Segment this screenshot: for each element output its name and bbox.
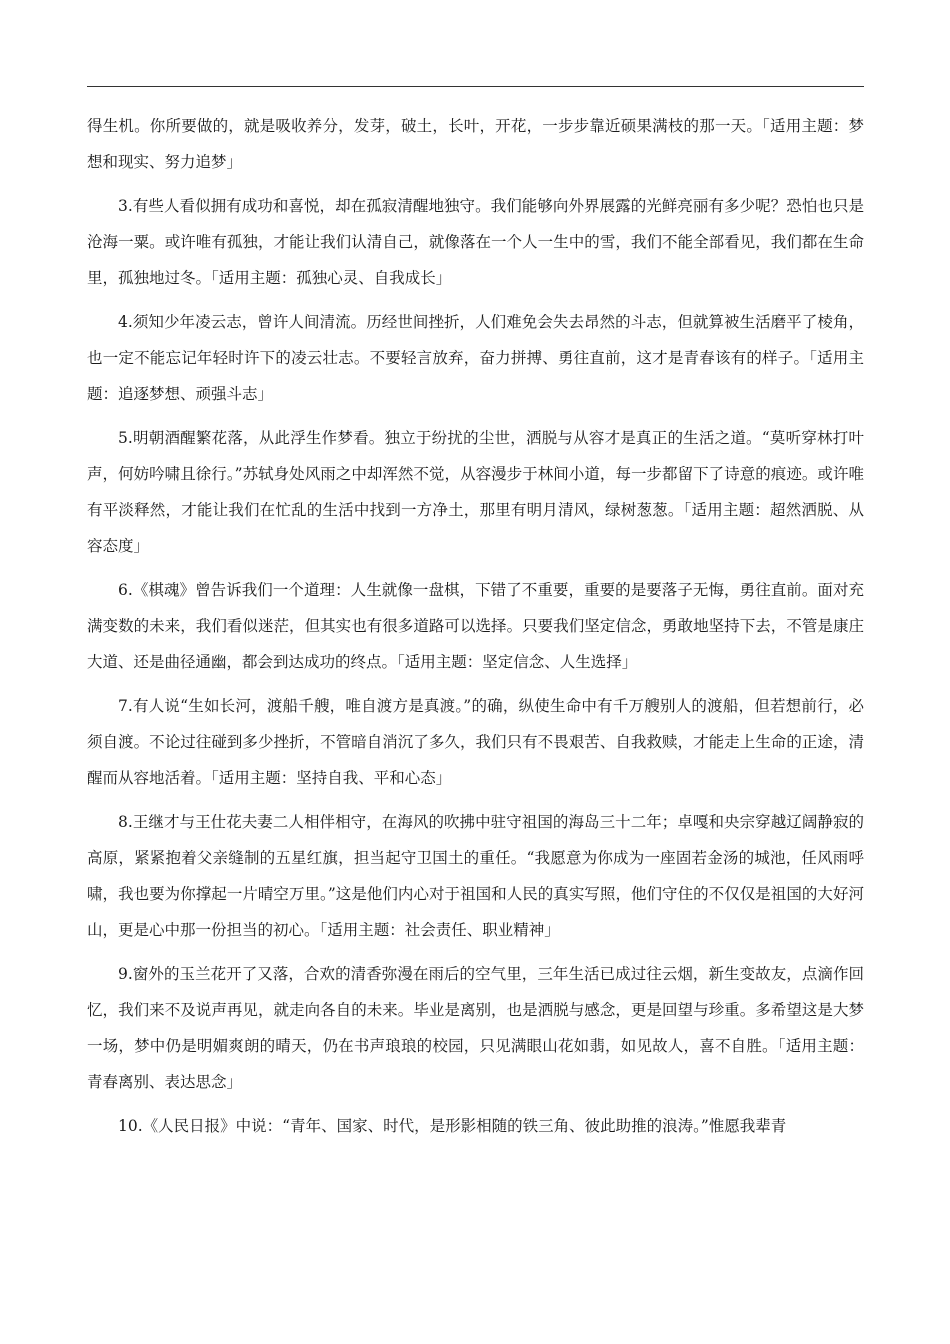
paragraph: 得生机。你所要做的，就是吸收养分，发芽，破土，长叶，开花，一步步靠近硕果满枝的那一天。「适用主题：梦想和现实、努力追梦」: [87, 117, 864, 171]
paragraph: 5.明朝酒醒繁花落，从此浮生作梦看。独立于纷扰的尘世，洒脱与从容才是真正的生活之道。“莫听穿林打叶声，何妨吟啸且徐行。”苏轼身处风雨之中却浑然不觉，从容漫步于林间小道，每一步都留下了诗意的痕迹。或许唯有平淡释然，才能让我们在忙乱的生活中找到一方净土，那里有明月清风，绿树葱葱。「适用主题：超然洒脱、从容态度」: [87, 429, 864, 555]
paragraph: 4.须知少年凌云志，曾许人间清流。历经世间挫折，人们难免会失去昂然的斗志，但就算被生活磨平了棱角，也一定不能忘记年轻时许下的凌云壮志。不要轻言放弃，奋力拼搏、勇往直前，这才是青春该有的样子。「适用主题：追逐梦想、顽强斗志」: [87, 313, 864, 403]
paragraph: 7.有人说“生如长河，渡船千艘，唯自渡方是真渡。”的确，纵使生命中有千万艘别人的渡船，但若想前行，必须自渡。不论过往碰到多少挫折，不管暗自消沉了多久，我们只有不畏艰苦、自我救赎，才能走上生命的正途，清醒而从容地活着。「适用主题：坚持自我、平和心态」: [87, 697, 864, 787]
paragraph: 6.《棋魂》曾告诉我们一个道理：人生就像一盘棋，下错了不重要，重要的是要落子无悔，勇往直前。面对充满变数的未来，我们看似迷茫，但其实也有很多道路可以选择。只要我们坚定信念，勇敢地坚持下去，不管是康庄大道、还是曲径通幽，都会到达成功的终点。「适用主题：坚定信念、人生选择」: [87, 581, 864, 671]
paragraph: 8.王继才与王仕花夫妻二人相伴相守，在海风的吹拂中驻守祖国的海岛三十二年；卓嘎和央宗穿越辽阔静寂的高原，紧紧抱着父亲缝制的五星红旗，担当起守卫国土的重任。“我愿意为你成为一座固若金汤的城池，任风雨呼啸，我也要为你撑起一片晴空万里。”这是他们内心对于祖国和人民的真实写照，他们守住的不仅仅是祖国的大好河山，更是心中那一份担当的初心。「适用主题：社会责任、职业精神」: [87, 813, 864, 939]
header-rule: [87, 86, 864, 87]
paragraph: 3.有些人看似拥有成功和喜悦，却在孤寂清醒地独守。我们能够向外界展露的光鲜亮丽有多少呢？恐怕也只是沧海一粟。或许唯有孤独，才能让我们认清自己，就像落在一个人一生中的雪，我们不能全部看见，我们都在生命里，孤独地过冬。「适用主题：孤独心灵、自我成长」: [87, 197, 864, 287]
paragraph: 9.窗外的玉兰花开了又落，合欢的清香弥漫在雨后的空气里，三年生活已成过往云烟，新生变故友，点滴作回忆，我们来不及说声再见，就走向各自的未来。毕业是离别，也是洒脱与感念，更是回望与珍重。多希望这是大梦一场，梦中仍是明媚爽朗的晴天，仍在书声琅琅的校园，只见满眼山花如翡，如见故人，喜不自胜。「适用主题：青春离别、表达思念」: [87, 965, 864, 1091]
document-body: [87, 108, 864, 1152]
paragraph: 10.《人民日报》中说：“青年、国家、时代，是形影相随的铁三角、彼此助推的浪涛。”惟愿我辈青: [118, 1117, 787, 1135]
